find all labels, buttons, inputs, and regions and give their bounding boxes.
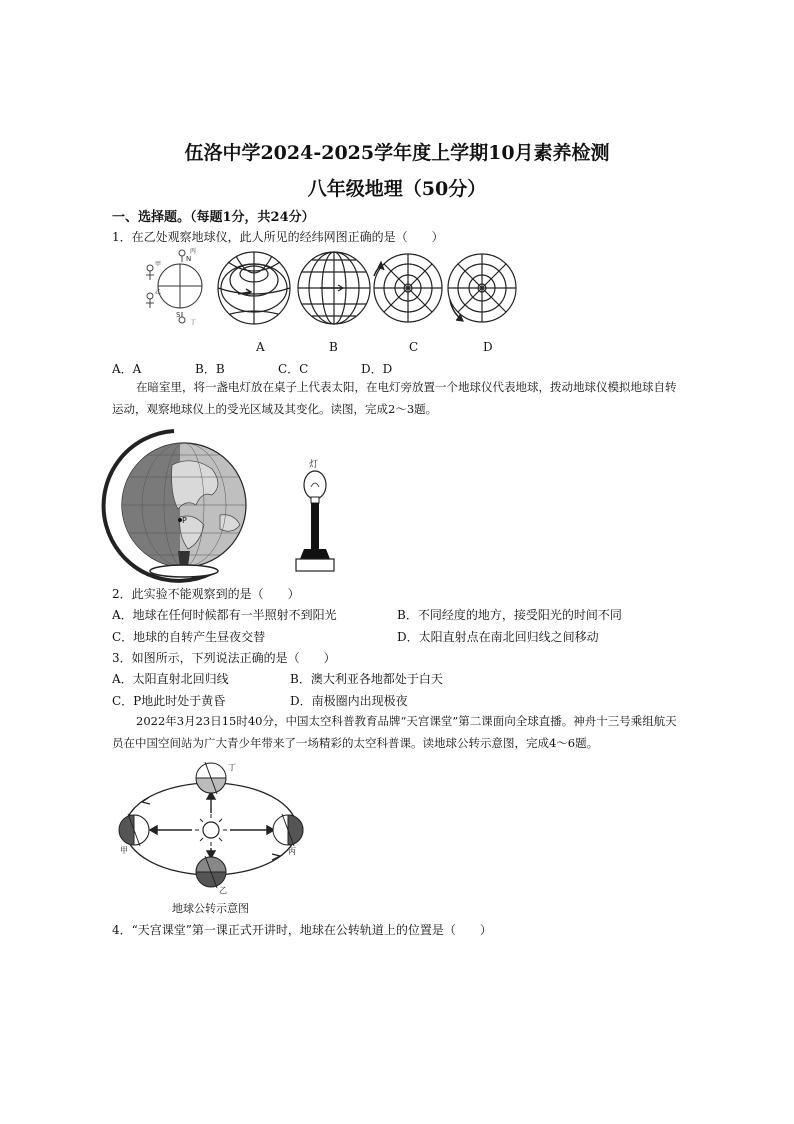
graticule-d — [448, 254, 516, 322]
observer-globe-figure — [140, 248, 218, 326]
q3-option-c[interactable]: C．P地此时处于黄昏 — [112, 694, 226, 708]
page-title: 伍洛中学2024-2025学年度上学期10月素养检测 — [184, 142, 610, 164]
q1-option-b[interactable]: B．B — [195, 362, 225, 376]
observer-label-ding: 丁 — [190, 319, 197, 326]
graticule-options-figure — [216, 250, 526, 328]
south-label: S — [176, 311, 181, 319]
north-label: N — [186, 255, 192, 263]
figure-label-d: D — [483, 340, 493, 354]
orbit-figure — [112, 758, 312, 896]
label-ding: 丁 — [228, 763, 236, 772]
observer-label-bing: 丙 — [190, 248, 197, 255]
observer-label-jia: 甲 — [155, 261, 162, 268]
orbit-figure-caption: 地球公转示意图 — [172, 902, 249, 915]
q1-option-d[interactable]: D．D — [361, 362, 393, 376]
figure-label-a: A — [256, 340, 265, 354]
material-1-text: 在暗室里，将一盏电灯放在桌子上代表太阳，在电灯旁放置一个地球仪代表地球，拨动地球仪模拟地球自转运动，观察地球仪上的受光区域及其变化。读图，完成2～3题。 — [112, 380, 677, 416]
q2-option-d[interactable]: D．太阳直射点在南北回归线之间移动 — [397, 630, 599, 644]
q1-option-a[interactable]: A．A — [112, 362, 142, 376]
graticule-a — [218, 252, 290, 324]
figure-label-b: B — [329, 340, 338, 354]
q3-option-b[interactable]: B．澳大利亚各地都处于白天 — [290, 672, 443, 686]
section-heading: 一、选择题。（每题1分，共24分） — [112, 210, 315, 225]
graticule-b — [298, 252, 370, 324]
q3-option-d[interactable]: D．南极圈内出现极夜 — [290, 694, 408, 708]
label-yi: 乙 — [219, 886, 227, 895]
material-2-text: 2022年3月23日15时40分，中国太空科普教育品牌“天宫课堂”第二课面向全球直播。神舟十三号乘组航天员在中国空间站为广大青少年带来了一场精彩的太空科普课。读地球公转示意图，完成4～6题。 — [112, 714, 677, 750]
earth-position-bing — [273, 814, 303, 846]
question-3-stem: 3．如图所示，下列说法正确的是（ ） — [112, 651, 336, 665]
label-jia: 甲 — [120, 846, 128, 855]
q3-option-a[interactable]: A．太阳直射北回归线 — [112, 672, 229, 686]
globe-lamp-figure — [112, 425, 372, 580]
question-1-stem: 1．在乙处观察地球仪，此人所见的经纬网图正确的是（ ） — [112, 230, 444, 244]
observer-label-yi: 乙 — [155, 289, 162, 296]
question-2-stem: 2．此实验不能观察到的是（ ） — [112, 587, 300, 601]
lamp-label: 灯 — [309, 460, 319, 470]
q1-option-c[interactable]: C．C — [278, 362, 309, 376]
earth-position-jia — [119, 814, 149, 846]
earth-position-yi — [196, 856, 226, 888]
label-bing: 丙 — [288, 847, 296, 856]
point-p-label: P — [182, 516, 187, 525]
earth-position-ding — [196, 762, 226, 794]
page-subtitle: 八年级地理（50分） — [307, 178, 487, 200]
question-4-stem: 4．“天宫课堂”第一课正式开讲时，地球在公转轨道上的位置是（ ） — [112, 923, 492, 937]
q2-option-c[interactable]: C．地球的自转产生昼夜交替 — [112, 630, 266, 644]
q2-option-b[interactable]: B．不同经度的地方，接受阳光的时间不同 — [397, 608, 622, 622]
q2-option-a[interactable]: A．地球在任何时候都有一半照射不到阳光 — [112, 608, 337, 622]
figure-label-c: C — [409, 340, 419, 354]
graticule-c — [374, 254, 442, 322]
